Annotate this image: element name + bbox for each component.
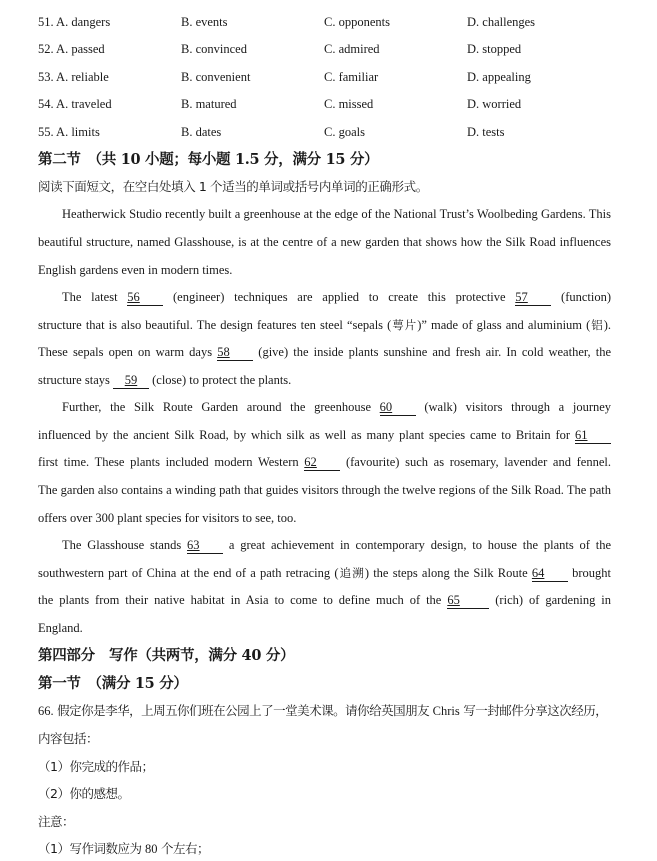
option-c: C. goals bbox=[324, 125, 365, 139]
text: southwestern part of China at the end of a path retracing ( bbox=[38, 566, 339, 580]
section2-heading: 第二节 （共 10 小题；每小题 1.5 分，满分 15 分） bbox=[38, 151, 379, 168]
blank-number: 65 bbox=[447, 593, 460, 607]
blank-61[interactable] bbox=[575, 428, 611, 444]
p2-line1 bbox=[38, 288, 611, 306]
text: ) the steps along the Silk Route bbox=[364, 566, 528, 580]
p1-line1: Heatherwick Studio recently built a greenhouse at the edge of the National Trust’s Woolbeding Gardens. This bbox=[62, 207, 611, 221]
blank-number: 62 bbox=[304, 455, 317, 469]
blank-59[interactable] bbox=[113, 373, 149, 389]
content-item-2: （2）你的感想。 bbox=[38, 786, 130, 801]
option-row-52 bbox=[0, 40, 657, 58]
notice-item-1 bbox=[38, 840, 209, 858]
p1-line3: English gardens even in modern times. bbox=[38, 263, 233, 277]
blank-58[interactable] bbox=[217, 345, 253, 361]
blank-number: 64 bbox=[531, 566, 545, 580]
option-b: B. events bbox=[181, 15, 228, 29]
option-row-54 bbox=[0, 95, 657, 113]
blank-65[interactable] bbox=[447, 593, 489, 609]
p4-line4: England. bbox=[38, 621, 83, 635]
text: (close) to protect the plants. bbox=[152, 373, 292, 387]
text: ). bbox=[603, 318, 612, 332]
p4-line2 bbox=[38, 564, 611, 582]
blank-56[interactable] bbox=[127, 290, 163, 306]
text: (favourite) such as rosemary, lavender and fennel. bbox=[345, 455, 612, 469]
cjk-gloss: 萼片 bbox=[391, 318, 418, 332]
text: )” made of glass and aluminium ( bbox=[417, 318, 591, 332]
option-c: C. opponents bbox=[324, 15, 390, 29]
text: (function) bbox=[561, 290, 612, 304]
text: (give) the inside plants sunshine and fresh air. In cold weather, the bbox=[258, 345, 612, 359]
option-a: 51. A. dangers bbox=[38, 15, 111, 29]
blank-62[interactable] bbox=[304, 455, 340, 471]
option-b: B. convenient bbox=[181, 70, 251, 84]
word-count: 80 bbox=[144, 842, 158, 856]
option-a: 53. A. reliable bbox=[38, 70, 109, 84]
text: The Glasshouse stands bbox=[62, 538, 182, 552]
text: structure that is also beautiful. The design features ten steel “sepals ( bbox=[38, 318, 392, 332]
blank-64[interactable] bbox=[532, 566, 568, 582]
text: The latest bbox=[62, 290, 118, 304]
cjk-gloss: 追溯 bbox=[338, 566, 365, 580]
text: 写一封邮件分享这次经历， bbox=[463, 703, 608, 718]
blank-63[interactable] bbox=[187, 538, 223, 554]
option-c: C. missed bbox=[324, 97, 374, 111]
question-66 bbox=[38, 702, 607, 720]
blank-number: 59 bbox=[124, 373, 138, 387]
blank-number: 61 bbox=[575, 428, 588, 442]
text: the plants from their native habitat in Asia to come to define much of the bbox=[38, 593, 442, 607]
text: influenced by the ancient Silk Road, by which silk as well as many plant species came to Britain for bbox=[38, 428, 571, 442]
text: first time. These plants included modern Western bbox=[38, 455, 299, 469]
text: (engineer) techniques are applied to create this protective bbox=[173, 290, 506, 304]
blank-number: 57 bbox=[515, 290, 528, 304]
content-label: 内容包括： bbox=[38, 731, 99, 746]
text: (walk) visitors through a journey bbox=[424, 400, 612, 414]
option-d: D. worried bbox=[467, 97, 522, 111]
question-number: 66. bbox=[38, 704, 54, 718]
option-row-51 bbox=[0, 13, 657, 31]
blank-number: 63 bbox=[187, 538, 200, 552]
p1-line2: beautiful structure, named Glasshouse, is at the centre of a new garden that shows how the Silk Road influences bbox=[38, 235, 611, 249]
p2-line4 bbox=[38, 371, 611, 389]
notice-label: 注意： bbox=[38, 814, 75, 829]
p3-line4: The garden also contains a winding path that guides visitors through the twelve regions of the Silk Road. The path bbox=[38, 483, 611, 497]
option-b: B. matured bbox=[181, 97, 237, 111]
p3-line3 bbox=[38, 453, 611, 471]
blank-number: 58 bbox=[217, 345, 230, 359]
part4-section1-heading: 第一节 （满分 15 分） bbox=[38, 675, 188, 692]
p3-line2 bbox=[38, 426, 611, 444]
p2-line3 bbox=[38, 343, 611, 361]
blank-number: 60 bbox=[379, 400, 393, 414]
blank-number: 56 bbox=[127, 290, 140, 304]
section2-instruction: 阅读下面短文，在空白处填入 1 个适当的单词或括号内单词的正确形式。 bbox=[38, 179, 428, 194]
text: a great achievement in contemporary design, to house the plants of the bbox=[228, 538, 612, 552]
text: Chris bbox=[432, 704, 460, 718]
p4-line3 bbox=[38, 591, 611, 609]
cjk-gloss: 铝 bbox=[590, 318, 604, 332]
text: （1）写作词数应为 bbox=[38, 841, 142, 856]
text: These sepals open on warm days bbox=[38, 345, 213, 359]
p3-line5: offers over 300 plant species for visitors to see, too. bbox=[38, 511, 297, 525]
text: 个左右； bbox=[160, 841, 209, 856]
option-a: 55. A. limits bbox=[38, 125, 100, 139]
option-b: B. dates bbox=[181, 125, 222, 139]
option-d: D. challenges bbox=[467, 15, 536, 29]
option-c: C. admired bbox=[324, 42, 380, 56]
option-b: B. convinced bbox=[181, 42, 247, 56]
blank-57[interactable] bbox=[515, 290, 551, 306]
part4-heading: 第四部分 写作（共两节，满分 40 分） bbox=[38, 647, 295, 664]
p3-line1 bbox=[38, 398, 611, 416]
text: Further, the Silk Route Garden around the greenhouse bbox=[62, 400, 371, 414]
text: (rich) of gardening in bbox=[495, 593, 611, 607]
option-d: D. tests bbox=[467, 125, 505, 139]
option-row-55 bbox=[0, 123, 657, 141]
option-d: D. appealing bbox=[467, 70, 531, 84]
option-row-53 bbox=[0, 68, 657, 86]
option-a: 52. A. passed bbox=[38, 42, 105, 56]
option-d: D. stopped bbox=[467, 42, 522, 56]
p2-line2 bbox=[38, 316, 611, 334]
blank-60[interactable] bbox=[380, 400, 416, 416]
text: brought bbox=[572, 566, 612, 580]
option-c: C. familiar bbox=[324, 70, 379, 84]
option-a: 54. A. traveled bbox=[38, 97, 112, 111]
text: structure stays bbox=[38, 373, 110, 387]
text: 假定你是李华，上周五你们班在公园上了一堂美术课。请你给英国朋友 bbox=[57, 703, 430, 718]
content-item-1: （1）你完成的作品； bbox=[38, 759, 154, 774]
p4-line1 bbox=[38, 536, 611, 554]
